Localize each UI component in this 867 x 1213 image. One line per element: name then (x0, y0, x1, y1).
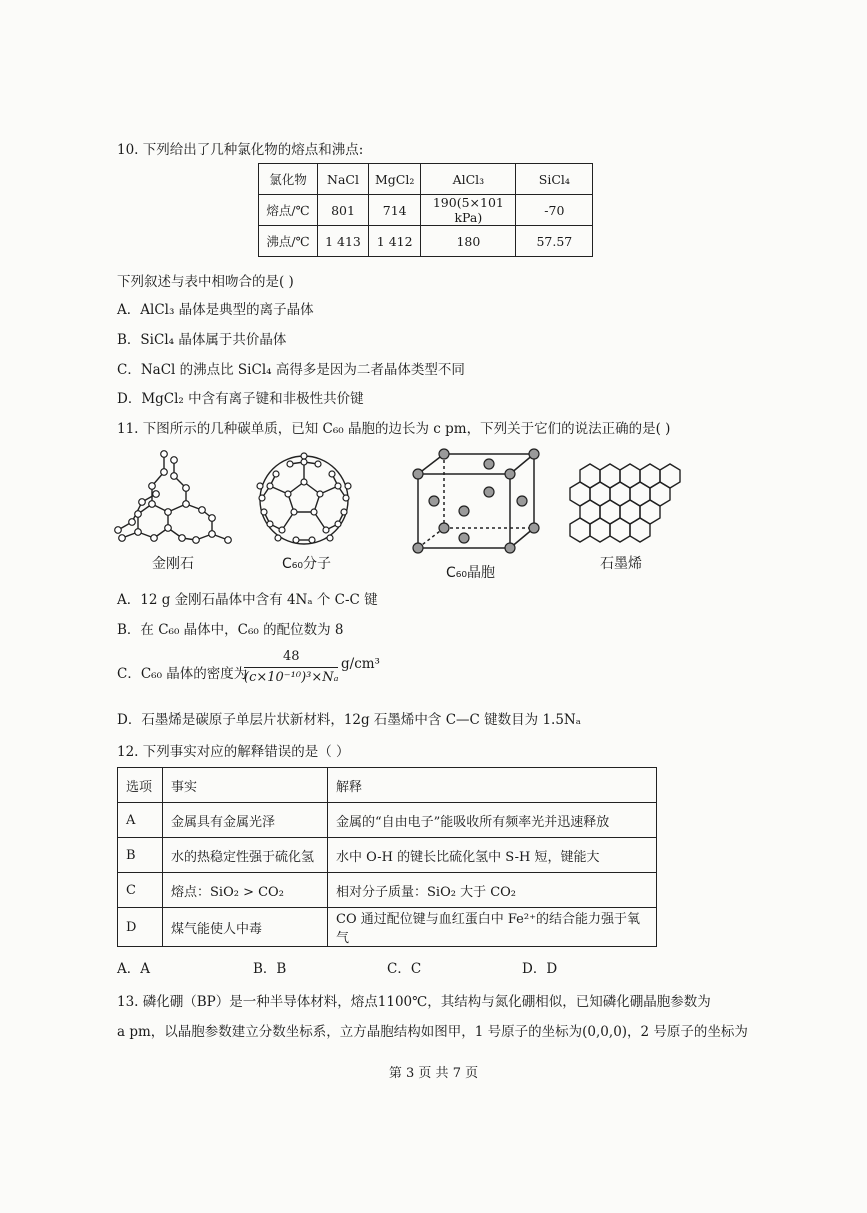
q10-question: 下列叙述与表中相吻合的是( ) (117, 274, 294, 290)
table-cell: 水中 O-H 的键长比硫化氢中 S-H 短，键能大 (328, 838, 657, 873)
table-cell: C (118, 873, 163, 908)
diamond-structure-figure (112, 446, 242, 550)
table-cell: A (118, 803, 163, 838)
table-header-cell: AlCl₃ (421, 164, 516, 195)
table-cell: -70 (516, 195, 593, 226)
table-cell: 水的热稳定性强于硫化氢 (163, 838, 328, 873)
table-row (259, 195, 593, 226)
table-header-cell: MgCl₂ (369, 164, 421, 195)
caption-c60-molecule: C₆₀分子 (282, 556, 331, 572)
q12-option-c: C．C (387, 961, 422, 977)
q10-option-b: B．SiCl₄ 晶体属于共价晶体 (117, 332, 287, 348)
table-cell: 熔点/℃ (259, 195, 318, 226)
table-cell: 相对分子质量：SiO₂ 大于 CO₂ (328, 873, 657, 908)
table-row (118, 803, 657, 838)
table-row (118, 908, 657, 947)
c60-unit-cell-figure (406, 448, 542, 556)
table-header-cell: 选项 (118, 768, 163, 803)
table-cell: 1 412 (369, 226, 421, 257)
q10-table (258, 163, 593, 257)
q11-option-c-prefix: C．C₆₀ 晶体的密度为 (117, 666, 248, 682)
table-cell: 801 (318, 195, 369, 226)
caption-c60-unit-cell: C₆₀晶胞 (446, 565, 495, 581)
table-cell: CO 通过配位键与血红蛋白中 Fe²⁺的结合能力强于氧气 (328, 908, 657, 947)
q10-option-c: C．NaCl 的沸点比 SiCl₄ 高得多是因为二者晶体类型不同 (117, 362, 465, 378)
q13-line-1: 13. 磷化硼（BP）是一种半导体材料，熔点1100℃，其结构与氮化硼相似，已知磷化硼晶胞参数为 (117, 994, 711, 1010)
page-footer: 第 3 页 共 7 页 (388, 1066, 479, 1081)
table-header-row (118, 768, 657, 803)
table-row (118, 838, 657, 873)
q10-option-a: A．AlCl₃ 晶体是典型的离子晶体 (117, 302, 314, 318)
q11-option-d: D．石墨烯是碳原子单层片状新材料，12g 石墨烯中含 C—C 键数目为 1.5Nₐ (117, 712, 581, 728)
density-denominator: (c×10⁻¹⁰)³×Nₐ (244, 670, 339, 685)
q10-stem: 10. 下列给出了几种氯化物的熔点和沸点: (117, 142, 364, 158)
q12-stem: 12. 下列事实对应的解释错误的是（ ） (117, 744, 350, 760)
q12-option-b: B．B (253, 961, 287, 977)
caption-graphene: 石墨烯 (600, 556, 642, 572)
table-cell: 190(5×101 kPa) (421, 195, 516, 226)
table-cell: 1 413 (318, 226, 369, 257)
table-cell: 57.57 (516, 226, 593, 257)
q12-table (117, 767, 657, 947)
table-cell: 熔点：SiO₂ > CO₂ (163, 873, 328, 908)
graphene-figure (566, 458, 688, 544)
q10-option-d: D．MgCl₂ 中含有离子键和非极性共价键 (117, 391, 364, 407)
table-cell: 金属的“自由电子”能吸收所有频率光并迅速释放 (328, 803, 657, 838)
table-cell: 金属具有金属光泽 (163, 803, 328, 838)
table-cell: D (118, 908, 163, 947)
density-unit: g/cm³ (341, 656, 380, 672)
q13-line-2: a pm，以晶胞参数建立分数坐标系，立方晶胞结构如图甲，1 号原子的坐标为(0,0,0)，2 号原子的坐标为 (117, 1024, 748, 1040)
caption-diamond: 金刚石 (152, 556, 194, 572)
table-cell: 714 (369, 195, 421, 226)
fraction-bar (244, 667, 338, 668)
table-row (118, 873, 657, 908)
table-header-cell: 解释 (328, 768, 657, 803)
table-cell: 沸点/℃ (259, 226, 318, 257)
q11-option-a: A．12 g 金刚石晶体中含有 4Nₐ 个 C-C 键 (117, 592, 378, 608)
table-header-row (259, 164, 593, 195)
table-header-cell: 事实 (163, 768, 328, 803)
c60-molecule-figure (252, 450, 356, 550)
table-cell: 煤气能使人中毒 (163, 908, 328, 947)
q11-stem: 11. 下图所示的几种碳单质，已知 C₆₀ 晶胞的边长为 c pm，下列关于它们的说法正确的是( ) (117, 421, 671, 437)
table-header-cell: 氯化物 (259, 164, 318, 195)
table-cell: B (118, 838, 163, 873)
table-header-cell: SiCl₄ (516, 164, 593, 195)
density-numerator: 48 (283, 649, 300, 664)
table-cell: 180 (421, 226, 516, 257)
table-header-cell: NaCl (318, 164, 369, 195)
table-row (259, 226, 593, 257)
q12-option-d: D．D (522, 961, 558, 977)
q12-option-a: A．A (117, 961, 150, 977)
q11-option-b: B．在 C₆₀ 晶体中，C₆₀ 的配位数为 8 (117, 622, 344, 638)
